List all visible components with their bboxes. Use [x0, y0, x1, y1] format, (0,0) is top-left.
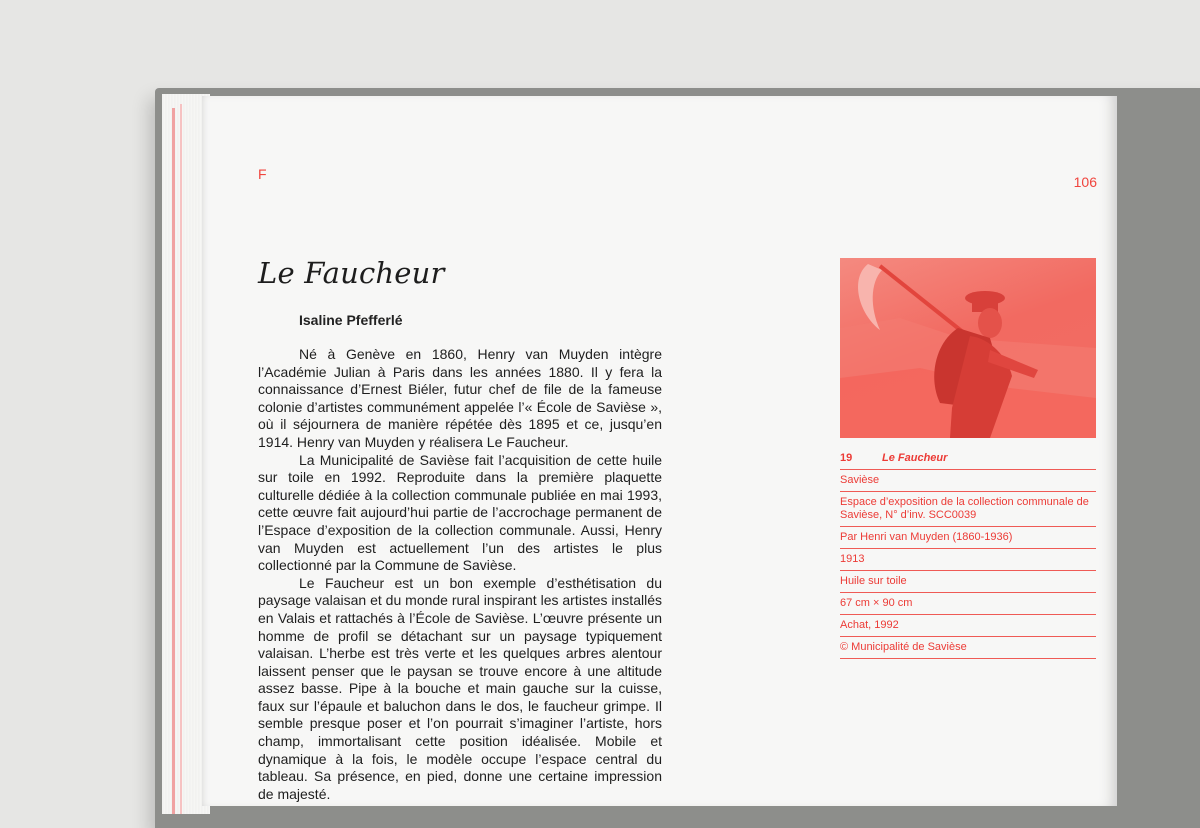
body-paragraph: Né à Genève en 1860, Henry van Muyden intègre l’Académie Julian à Paris dans les années 1880. Il y fera la connaissance d’Ernest Biéler, futur chef de file de la fameuse colonie d’artistes communément appelée l’« École de Savièse », où il séjournera de manière répétée dès 1895 et ce, jusqu’en 1914. Henry van Muyden y réalisera Le Faucheur.: [258, 346, 662, 450]
artwork-image: [840, 258, 1096, 438]
section-letter: F: [258, 166, 267, 182]
caption-dimensions: 67 cm × 90 cm: [840, 593, 1096, 615]
body-paragraph: La Municipalité de Savièse fait l’acquisition de cette huile sur toile en 1992. Reproduite dans la première plaquette culturelle dédiée à la collection communale publiée en mai 1993, cette œuvre fait aujourd’hui partie de l’accrochage permanent de l’Espace d’exposition de la collection communale. Aussi, Henry van Muyden est actuellement l’un des artistes le plus collectionné par la Commune de Savièse.: [258, 451, 662, 574]
caption-collection: Espace d’exposition de la collection communale de Savièse, N° d’inv. SCC0039: [840, 492, 1096, 527]
page-number: 106: [1073, 174, 1097, 190]
caption-number: 19: [840, 452, 853, 464]
page-edge-red-stripe: [172, 108, 175, 814]
caption-header: [840, 448, 1096, 470]
artwork-caption: [840, 448, 1096, 659]
book-page: [202, 96, 1117, 806]
article-body: [258, 346, 662, 803]
body-paragraph: Le Faucheur est un bon exemple d’esthétisation du paysage valaisan et du monde rural inspirant les artistes installés en Valais et rattachés à l’École de Savièse. L’œuvre présente un homme de profil se détachant sur un paysage typiquement valaisan. L’herbe est très verte et les quelques arbres alentour laissent penser que le paysan se trouve encore à une altitude assez basse. Pipe à la bouche et main gauche sur la cuisse, faux sur l’épaule et baluchon dans le dos, le faucheur grimpe. Il semble presque poser et l’on pourrait s’imaginer l’artiste, hors champ, immortalisant cette position idéalisée. Mobile et dynamique à la fois, le modèle occupe l’espace central du tableau. Sa présence, en pied, donne une certaine impression de majesté.: [258, 574, 662, 802]
caption-title: Le Faucheur: [882, 452, 948, 464]
article-author: Isaline Pfefferlé: [299, 312, 403, 328]
article-title: Le Faucheur: [258, 256, 445, 290]
caption-artist: Par Henri van Muyden (1860-1936): [840, 527, 1096, 549]
caption-acquisition: Achat, 1992: [840, 615, 1096, 637]
page-edge-red-stripe-2: [180, 104, 182, 814]
caption-location: Savièse: [840, 470, 1096, 492]
caption-medium: Huile sur toile: [840, 571, 1096, 593]
caption-year: 1913: [840, 549, 1096, 571]
caption-credit: © Municipalité de Savièse: [840, 637, 1096, 659]
